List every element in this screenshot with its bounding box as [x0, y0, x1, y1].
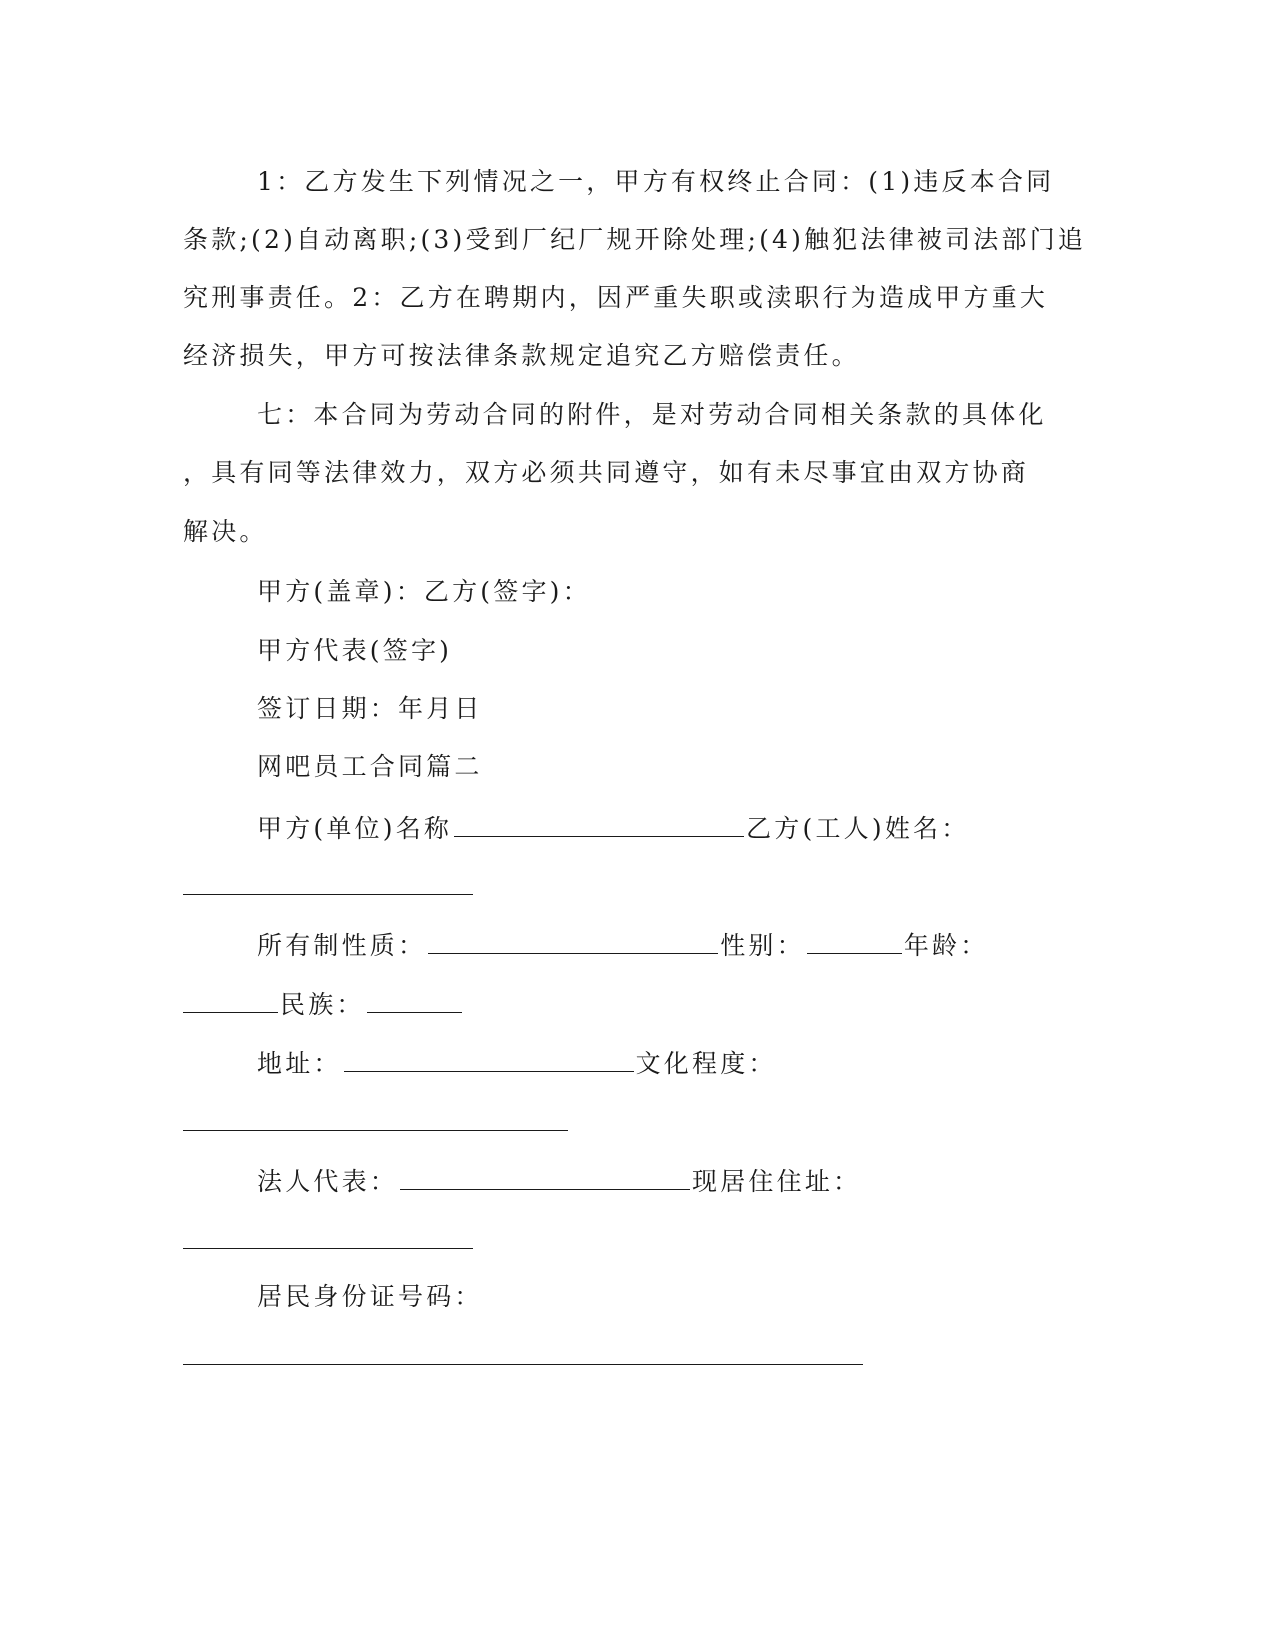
employer-name-field[interactable]: [454, 812, 744, 837]
residence-row: [183, 1224, 475, 1256]
education-label: 文化程度：: [635, 1049, 777, 1078]
paragraph-line: 经济损失，甲方可按法律条款规定追究乙方赔偿责任。: [183, 341, 860, 370]
age-ethnicity-row: [183, 988, 464, 1020]
legal-rep-field[interactable]: [400, 1165, 690, 1190]
education-field[interactable]: [183, 1106, 568, 1131]
address-row: [257, 1047, 777, 1079]
education-row: [183, 1106, 570, 1138]
gender-label: 性别：: [720, 931, 805, 960]
legal-rep-row: [257, 1165, 861, 1197]
ownership-field[interactable]: [428, 929, 718, 954]
employee-name-label: 乙方(工人)姓名：: [746, 814, 970, 843]
ethnicity-label: 民族：: [280, 990, 365, 1019]
paragraph-line: 七：本合同为劳动合同的附件，是对劳动合同相关条款的具体化: [257, 400, 1047, 429]
employee-name-row: [183, 870, 475, 902]
signature-parties: 甲方(盖章)：乙方(签字)：: [257, 577, 591, 606]
legal-rep-label: 法人代表：: [257, 1167, 399, 1196]
age-label: 年龄：: [903, 931, 989, 960]
id-number-row: [257, 1282, 483, 1312]
employer-name-label: 甲方(单位)名称: [257, 814, 453, 843]
address-label: 地址：: [257, 1049, 342, 1078]
employer-employee-row: [257, 812, 969, 844]
paragraph-line: ，具有同等法律效力，双方必须共同遵守，如有未尽事宜由双方协商: [183, 458, 1030, 487]
residence-field[interactable]: [183, 1224, 473, 1249]
age-field[interactable]: [183, 988, 278, 1013]
gender-field[interactable]: [807, 929, 902, 954]
signature-representative: 甲方代表(签字): [257, 636, 453, 665]
ownership-row: [257, 929, 988, 961]
ethnicity-field[interactable]: [367, 988, 462, 1013]
paragraph-line: 条款;(2)自动离职;(3)受到厂纪厂规开除处理;(4)触犯法律被司法部门追: [183, 225, 1087, 254]
ownership-label: 所有制性质：: [257, 931, 427, 960]
address-field[interactable]: [344, 1047, 634, 1072]
section-title: 网吧员工合同篇二: [257, 752, 483, 781]
signature-date: 签订日期：年月日: [257, 694, 483, 723]
id-number-label: 居民身份证号码：: [257, 1282, 483, 1311]
employee-name-field[interactable]: [183, 870, 473, 895]
paragraph-line: 究刑事责任。2：乙方在聘期内，因严重失职或渎职行为造成甲方重大: [183, 283, 1049, 312]
id-number-field[interactable]: [183, 1340, 863, 1365]
id-number-field-row: [183, 1340, 865, 1372]
paragraph-line: 1：乙方发生下列情况之一，甲方有权终止合同：(1)违反本合同: [257, 167, 1055, 196]
paragraph-line: 解决。: [183, 517, 268, 546]
residence-label: 现居住住址：: [692, 1167, 862, 1196]
